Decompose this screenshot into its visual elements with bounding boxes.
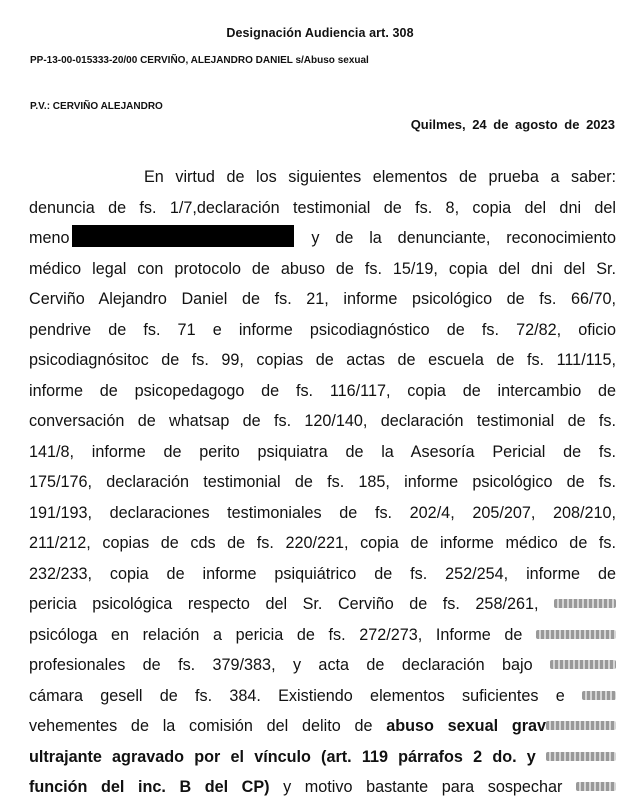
- body-line-12: 191/193, declaraciones testimoniales de fs. 202/4, 205/207, 208/210,: [29, 503, 616, 522]
- body-line-20-text: ultrajante agravado por el vínculo (art. 119 párrafos 2 do. y: [29, 747, 536, 766]
- body-line-18-text: cámara gesell de fs. 384. Existiendo elementos suficientes e: [29, 686, 565, 705]
- blurred-text: [576, 782, 616, 791]
- blurred-text: [582, 691, 616, 700]
- body-line-6: pendrive de fs. 71 e informe psicodiagnóstico de fs. 72/82, oficio: [29, 320, 616, 339]
- blurred-text: [536, 630, 616, 639]
- body-line-17: [29, 650, 616, 681]
- body-line-19-text: vehementes de la comisión del delito de: [29, 717, 373, 735]
- blurred-text: [550, 660, 616, 669]
- body-line-8: informe de psicopedagogo de fs. 116/117, copia de intercambio de: [29, 381, 616, 400]
- blurred-text: [554, 599, 616, 608]
- redaction-block: [72, 225, 294, 247]
- date-location: Quilmes, 24 de agosto de 2023: [410, 117, 615, 132]
- body-text: [29, 162, 616, 803]
- offense-bold: abuso sexual grav: [386, 717, 547, 735]
- body-line-21-text: y motivo bastante para sospechar: [283, 778, 563, 796]
- pv-line: P.V.: CERVIÑO ALEJANDRO: [30, 101, 163, 112]
- body-line-18: [29, 681, 616, 712]
- body-line-14: 232/233, copia de informe psiquiátrico de fs. 252/254, informe de: [29, 564, 616, 583]
- body-line-3: [29, 223, 616, 254]
- body-line-3-end: y de la denunciante, reconocimiento: [311, 229, 617, 247]
- body-line-19: [29, 711, 616, 742]
- body-line-15-text: pericia psicológica respecto del Sr. Cerviño de fs. 258/261,: [29, 595, 539, 613]
- body-line-11: 175/176, declaración testimonial de fs. 185, informe psicológico de fs.: [29, 473, 616, 491]
- body-line-3-start: meno: [29, 229, 70, 247]
- body-line-20: [29, 742, 616, 773]
- body-line-5: Cerviño Alejandro Daniel de fs. 21, informe psicológico de fs. 66/70,: [29, 290, 616, 308]
- body-line-9: conversación de whatsap de fs. 120/140, declaración testimonial de fs.: [29, 412, 616, 430]
- body-line-21: [29, 772, 616, 803]
- body-line-15: [29, 589, 616, 620]
- body-line-16: [29, 620, 616, 651]
- body-line-17-text: profesionales de fs. 379/383, y acta de declaración bajo: [29, 656, 533, 674]
- body-line-16-text: psicóloga en relación a pericia de fs. 272/273, Informe de: [29, 625, 523, 644]
- document-title: Designación Audiencia art. 308: [226, 26, 414, 40]
- body-line-10: 141/8, informe de perito psiquiatra de la Asesoría Pericial de fs.: [29, 442, 616, 461]
- blurred-text: [546, 721, 616, 730]
- body-line-1: En virtud de los siguientes elementos de prueba a saber:: [144, 168, 616, 186]
- body-line-4: médico legal con protocolo de abuso de fs. 15/19, copia del dni del Sr.: [29, 259, 616, 278]
- body-line-13: 211/212, copias de cds de fs. 220/221, copia de informe médico de fs.: [29, 534, 616, 552]
- body-line-7: psicodiagnósitoc de fs. 99, copias de actas de escuela de fs. 111/115,: [29, 351, 616, 369]
- blurred-text: [546, 752, 616, 761]
- body-line-2: denuncia de fs. 1/7,declaración testimonial de fs. 8, copia del dni del: [29, 198, 616, 217]
- case-reference: PP-13-00-015333-20/00 CERVIÑO, ALEJANDRO DANIEL s/Abuso sexual: [30, 55, 369, 66]
- statute-bold: función del inc. B del CP): [29, 778, 270, 796]
